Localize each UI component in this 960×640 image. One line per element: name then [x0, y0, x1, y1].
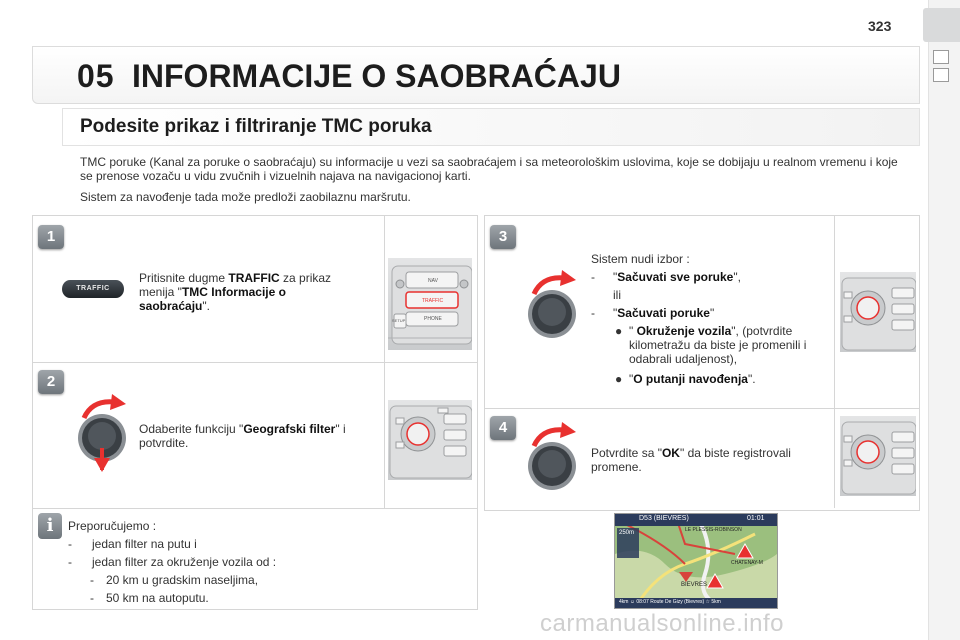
text: Pritisnite dugme [139, 271, 229, 285]
list-item-text: 50 km na autoputu. [106, 591, 209, 605]
divider [834, 216, 835, 508]
intro-paragraph: Sistem za navođenje tada može predloži zaobilaznu maršrutu. [80, 190, 411, 204]
dash-label: NAV [428, 278, 438, 284]
step-3-text [591, 252, 827, 386]
dashboard-illustration [388, 258, 472, 350]
list-item [68, 535, 276, 553]
dash-label: PHONE [424, 316, 442, 322]
step-3-intro: Sistem nudi izbor : [591, 252, 690, 266]
watermark: carmanualsonline.info [540, 610, 784, 637]
recommendation-title: Preporučujemo : [68, 519, 157, 533]
text: " [613, 270, 618, 284]
option-line [591, 270, 827, 284]
map-place: LE PLESSIS-ROBINSON [685, 527, 742, 533]
text: " [709, 306, 715, 320]
text-bold: Geografski filter [243, 422, 336, 436]
chapter-number: 05 [77, 58, 115, 94]
dash-label: SETUP [392, 318, 406, 323]
page-marker [933, 50, 949, 64]
text: ". [202, 299, 210, 313]
step-badge: 2 [38, 370, 64, 394]
rotary-knob-icon [70, 392, 134, 477]
dash: - [591, 306, 595, 320]
page-number: 323 [868, 18, 892, 34]
step-badge: 1 [38, 225, 64, 249]
navigation-map-image [614, 513, 778, 609]
page-tab [923, 8, 960, 42]
text: ", (potvrdite kilometražu da biste je promenili i odabrali udaljenost), [629, 324, 807, 366]
rotary-knob-icon [520, 420, 584, 505]
text: Potvrdite sa " [591, 446, 662, 460]
section-title: Podesite prikaz i filtriranje TMC poruka [80, 116, 432, 137]
list-item-text: jedan filter za okruženje vozila od : [92, 555, 277, 569]
map-distance: 250m [619, 530, 635, 536]
recommendation-text [68, 517, 276, 607]
bullet-icon: ● [615, 372, 623, 386]
text-bold: TRAFFIC [228, 271, 280, 285]
step-1-text [139, 271, 349, 313]
divider [33, 362, 477, 363]
intro-text [80, 155, 900, 211]
divider [384, 216, 385, 508]
dash: - [90, 591, 94, 605]
list-item [68, 553, 276, 571]
page-marker [933, 68, 949, 82]
sub-option [591, 324, 827, 366]
map-status-bar: 4km ☺ 08:07 Route De Gizy (Bievres) ☆ 5km [619, 599, 721, 605]
traffic-button: TRAFFIC [62, 280, 124, 298]
text-bold: TMC Informacije o saobraćaju [139, 285, 286, 313]
step-2-text [139, 422, 369, 450]
text: ". [747, 372, 756, 386]
step-badge: 4 [490, 416, 516, 440]
map-time: 01:01 [747, 515, 765, 522]
map-place: BIEVRES [681, 582, 708, 588]
text: ", [733, 270, 741, 284]
bullet-icon: ● [615, 324, 623, 338]
list-item [68, 571, 276, 589]
info-icon: i [38, 513, 62, 539]
rotary-knob-icon [520, 268, 584, 351]
option-2: Sačuvati poruke [617, 306, 710, 320]
text-bold: OK [661, 446, 680, 460]
dash: - [68, 537, 72, 551]
map-place: CHATENAY-M [731, 560, 763, 566]
chapter-title: INFORMACIJE O SAOBRAĆAJU [132, 58, 621, 94]
dash: - [90, 573, 94, 587]
or-text: ili [613, 288, 621, 302]
map-road: D53 (BIEVRES) [639, 515, 689, 522]
text-bold: Okruženje vozila [636, 324, 732, 338]
dash-label: TRAFFIC [422, 298, 444, 304]
divider [485, 408, 919, 409]
intro-paragraph: TMC poruke (Kanal za poruke o saobraćaju) su informacije u vezi sa saobraćajem i sa meteorološkim uslovima, koje se dobijaju u realnom vremenu i koje se prenose vozaču u vidu zvučnih i vizuelnih najava na navigacionoj karti. [80, 155, 898, 183]
text: Odaberite funkciju " [139, 422, 244, 436]
text: " da biste registrovali promene. [591, 446, 791, 474]
text: " i potvrdite. [139, 422, 346, 450]
option-1: Sačuvati sve poruke [617, 270, 734, 284]
step-badge: 3 [490, 225, 516, 249]
text: " [613, 306, 618, 320]
text-bold: O putanji navođenja [633, 372, 748, 386]
text: za prikaz menija " [139, 271, 332, 299]
sub-option [591, 372, 827, 386]
dashboard-illustration [840, 416, 916, 496]
dash: - [591, 270, 595, 284]
text: " [629, 372, 634, 386]
list-item-text: jedan filter na putu i [92, 537, 197, 551]
option-line [591, 306, 827, 320]
step-4-text [591, 446, 821, 474]
list-item-text: 20 km u gradskim naseljima, [106, 573, 259, 587]
dashboard-illustration [840, 272, 916, 352]
text: " [629, 324, 637, 338]
side-strip [928, 0, 960, 640]
dash: - [68, 555, 72, 569]
dashboard-illustration [388, 400, 472, 480]
list-item [68, 589, 276, 607]
